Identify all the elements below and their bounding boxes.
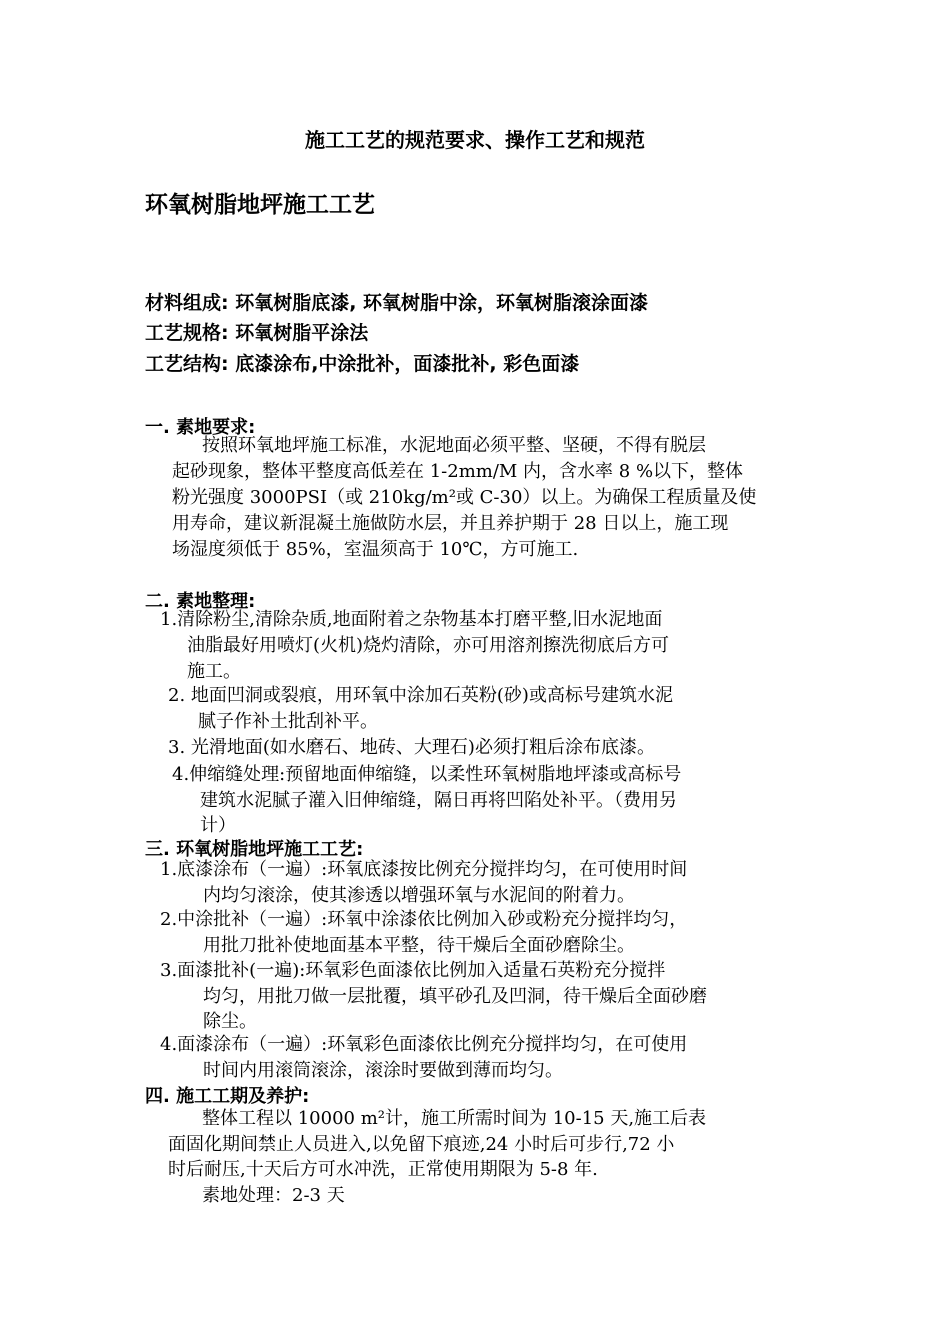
s2-item-4-cont-2: 计） xyxy=(200,815,236,836)
s3-item-3: 3.面漆批补(一遍):环氧彩色面漆依比例加入适量石英粉充分搅拌 xyxy=(160,960,666,981)
s3-item-4-cont-1: 时间内用滚筒滚涂，滚涂时要做到薄而均匀。 xyxy=(203,1060,563,1081)
s3-item-1-cont-1: 内均匀滚涂，使其渗透以增强环氧与水泥间的附着力。 xyxy=(203,885,635,906)
s2-item-1-cont-2: 施工。 xyxy=(187,661,241,682)
section-4-title: 四. 施工工期及养护: xyxy=(145,1086,310,1107)
section-1-title: 一. 素地要求: xyxy=(145,417,256,438)
s3-item-1: 1.底漆涂布（一遍）:环氧底漆按比例充分搅拌均匀，在可使用时间 xyxy=(160,859,688,880)
s1-line-3: 粉光强度 3000PSI（或 210kg/m²或 C-30）以上。为确保工程质量及使 xyxy=(172,487,757,508)
section-2-title: 二. 素地整理: xyxy=(145,591,256,612)
s3-item-3-cont-1: 均匀，用批刀做一层批覆，填平砂孔及凹洞，待干燥后全面砂磨 xyxy=(203,986,707,1007)
s2-item-4-cont-1: 建筑水泥腻子灌入旧伸缩缝，隔日再将凹陷处补平。（费用另 xyxy=(200,790,677,811)
s3-item-2-cont-1: 用批刀批补使地面基本平整，待干燥后全面砂磨除尘。 xyxy=(203,935,635,956)
s2-item-2-cont-1: 腻子作补土批刮补平。 xyxy=(198,711,378,732)
s2-item-1: 1.清除粉尘,清除杂质,地面附着之杂物基本打磨平整,旧水泥地面 xyxy=(160,609,663,630)
s2-item-1-cont-1: 油脂最好用喷灯(火机)烧灼清除，亦可用溶剂擦洗彻底后方可 xyxy=(187,635,670,656)
s3-item-2: 2.中涂批补（一遍）:环氧中涂漆依比例加入砂或粉充分搅拌均匀， xyxy=(160,909,688,930)
s4-line-1: 整体工程以 10000 m²计，施工所需时间为 10-15 天,施工后表 xyxy=(202,1108,707,1129)
s1-line-2: 起砂现象，整体平整度高低差在 1-2mm/M 内，含水率 8 %以下，整体 xyxy=(172,461,744,482)
s4-line-3: 时后耐压,十天后方可水冲洗，正常使用期限为 5-8 年. xyxy=(168,1159,598,1180)
materials-line: 材料组成: 环氧树脂底漆, 环氧树脂中涂，环氧树脂滚涂面漆 xyxy=(145,292,649,314)
s2-item-3: 3. 光滑地面(如水磨石、地砖、大理石)必须打粗后涂布底漆。 xyxy=(168,737,655,758)
s3-item-3-cont-2: 除尘。 xyxy=(203,1011,257,1032)
s4-line-2: 面固化期间禁止人员进入,以免留下痕迹,24 小时后可步行,72 小 xyxy=(168,1134,675,1155)
s1-line-1: 按照环氧地坪施工标准，水泥地面必须平整、坚硬，不得有脱层 xyxy=(202,435,706,456)
s3-item-4: 4.面漆涂布（一遍）:环氧彩色面漆依比例充分搅拌均匀，在可使用 xyxy=(160,1034,688,1055)
section-heading: 环氧树脂地坪施工工艺 xyxy=(145,192,375,218)
document-title: 施工工艺的规范要求、操作工艺和规范 xyxy=(305,128,645,152)
s1-line-5: 场湿度须低于 85%，室温须高于 10℃，方可施工. xyxy=(172,539,579,560)
s1-line-4: 用寿命，建议新混凝土施做防水层，并且养护期于 28 日以上，施工现 xyxy=(172,513,729,534)
s2-item-4: 4.伸缩缝处理:预留地面伸缩缝，以柔性环氧树脂地坪漆或高标号 xyxy=(172,764,682,785)
structure-line: 工艺结构: 底漆涂布,中涂批补，面漆批补, 彩色面漆 xyxy=(145,353,580,375)
section-3-title: 三. 环氧树脂地坪施工工艺: xyxy=(145,839,364,860)
spec-line: 工艺规格: 环氧树脂平涂法 xyxy=(145,322,369,344)
s2-item-2: 2. 地面凹洞或裂痕，用环氧中涂加石英粉(砂)或高标号建筑水泥 xyxy=(168,685,673,706)
s4-extra: 素地处理：2-3 天 xyxy=(202,1185,345,1206)
